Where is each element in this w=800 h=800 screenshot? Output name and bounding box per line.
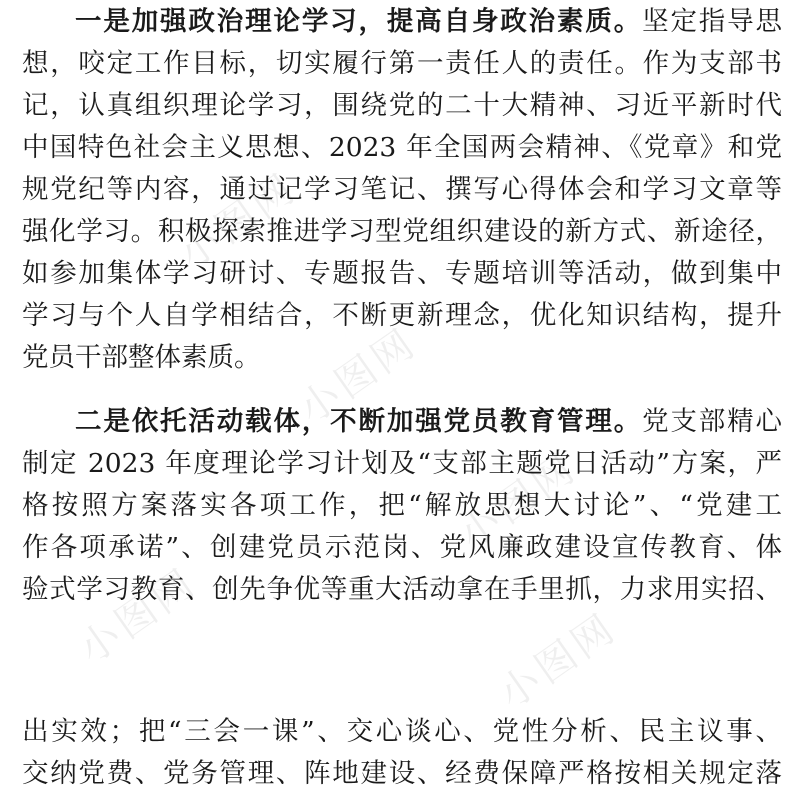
- paragraph-2-heading: 二是依托活动载体，不断加强党员教育管理。: [75, 406, 643, 437]
- paragraph-1-line-7: 如参加集体学习研讨、专题报告、专题培训等活动，做到集中: [22, 258, 782, 289]
- paragraph-2-line-1-rest: 党支部精心: [642, 406, 782, 437]
- watermark: 小图网: [450, 444, 586, 559]
- watermark: 小图网: [170, 164, 306, 279]
- paragraph-1-line-1-rest: 坚定指导思: [642, 6, 782, 37]
- watermark: 小图网: [290, 319, 426, 434]
- paragraph-2-line-3: 格按照方案落实各项工作，把“解放思想大讨论”、“党建工: [22, 490, 782, 521]
- paragraph-1-line-2: 想，咬定工作目标，切实履行第一责任人的责任。作为支部书: [22, 48, 782, 79]
- paragraph-1-line-1: [75, 2, 782, 42]
- paragraph-1-line-8: 学习与个人自学相结合，不断更新理念，优化知识结构，提升: [22, 300, 782, 331]
- paragraph-1-line-6: 强化学习。积极探索推进学习型党组织建设的新方式、新途径，: [22, 216, 782, 247]
- paragraph-1-line-4: 中国特色社会主义思想、2023 年全国两会精神、《党章》和党: [22, 132, 782, 163]
- watermark: 小图网: [70, 559, 206, 674]
- paragraph-2-line-2: 制定 2023 年度理论学习计划及“支部主题党日活动”方案，严: [22, 448, 782, 479]
- paragraph-2-line-6: 出实效；把“三会一课”、交心谈心、党性分析、民主议事、: [22, 716, 782, 747]
- paragraph-1-line-5: 规党纪等内容，通过记学习笔记、撰写心得体会和学习文章等: [22, 174, 782, 205]
- paragraph-2-line-7: 交纳党费、党务管理、阵地建设、经费保障严格按相关规定落: [22, 758, 782, 789]
- watermark: 小图网: [490, 604, 626, 719]
- paragraph-1-line-9: 党员干部整体素质。: [22, 342, 261, 373]
- paragraph-2-line-5: 验式学习教育、创先争优等重大活动拿在手里抓，力求用实招、: [22, 574, 782, 605]
- paragraph-1-heading: 一是加强政治理论学习，提高自身政治素质。: [75, 6, 643, 37]
- paragraph-2-line-4: 作各项承诺”、创建党员示范岗、党风廉政建设宣传教育、体: [22, 532, 782, 563]
- paragraph-1-line-3: 记，认真组织理论学习，围绕党的二十大精神、习近平新时代: [22, 90, 782, 121]
- paragraph-2-line-1: [75, 402, 782, 442]
